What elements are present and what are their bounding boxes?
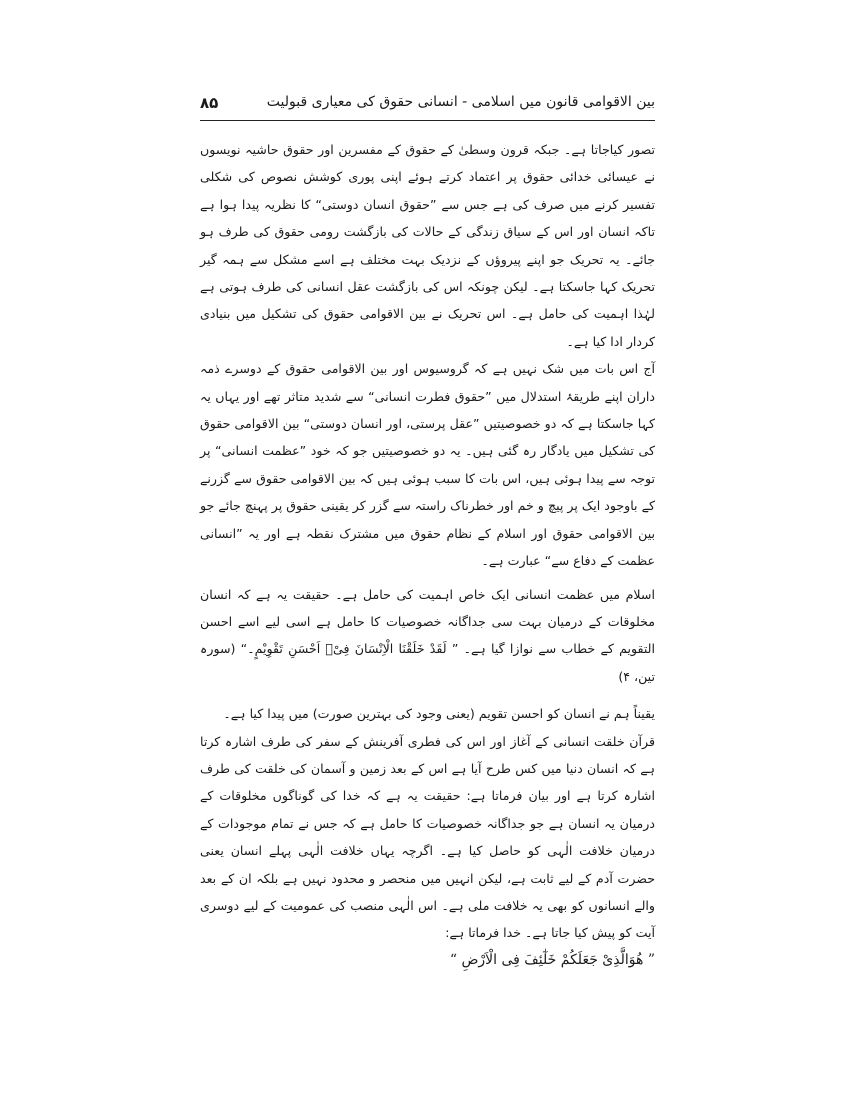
paragraph-2: آج اس بات میں شک نہیں ہے کہ گروسیوس اور بین الاقوامی حقوق کے دوسرے ذمہ داران اپنے طریقۂ استدلال میں ”حقوق فطرت انسانی“ سے شدید متاثر تھے اور یہاں یہ کہا جاسکتا ہے کہ دو خصوصیتیں ”عقل پرستی، اور انسان دوستی“ بین الاقوامی حقوق کی تشکیل میں یادگار رہ گئی ہیں۔ یہ دو خصوصیتیں جو کہ خود ”عظمت انسانی“ پر توجہ سے پیدا ہوئی ہیں، اس بات کا سبب ہوئی ہیں کہ بین الاقوامی حقوق سے گزرنے کے باوجود ایک پر پیچ و خم اور خطرناک راستہ سے گزر کر یقینی حقوق پر پہنچ جائے جو بین الاقوامی حقوق اور اسلام کے نظام حقوق میں مشترک نقطہ ہے اور یہ ”انسانی عظمت کے دفاع سے“ عبارت ہے۔ [200, 361, 655, 569]
body-text [200, 136, 655, 974]
paragraph-4: یقیناً ہم نے انسان کو احسن تقویم (یعنی وجود کی بہترین صورت) میں پیدا کیا ہے۔ [223, 706, 655, 722]
paragraph-3: اسلام میں عظمت انسانی ایک خاص اہمیت کی حامل ہے۔ حقیقت یہ ہے کہ انسان مخلوقات کے درمیان بہت سی جداگانہ خصوصیات کا حامل ہے اسی لیے اسے احسن التقویم کے خطاب سے نوازا گیا ہے۔ ” لَقَدْ خَلَقْنَا الْاِنْسَانَ فِیْۤ اَحْسَنِ تَقْوِیْمٍ۔“ (سورہ تین، ۴) [200, 586, 655, 684]
paragraph-1: تصور کیاجاتا ہے۔ جبکہ قرون وسطیٰ کے حقوق کے مفسرین اور حقوق حاشیہ نویسوں نے عیسائی خدائی حقوق پر اعتماد کرتے ہوئے اپنی پوری کوشش نصوص کی شکلی تفسیر کرنے میں صرف کی ہے جس سے ”حقوق انسان دوستی“ کا نظریہ پیدا ہوا ہے تاکہ انسان اور اس کے سیاق زندگی کے حالات کی بازگشت رومی حقوق کی طرف ہو جائے۔ یہ تحریک جو اپنے پیروؤں کے نزدیک بہت مختلف ہے اسے مشکل سے ہمہ گیر تحریک کہا جاسکتا ہے۔ لیکن چونکہ اس کی بازگشت عقل انسانی کی طرف ہوتی ہے لہٰذا اہمیت کی حامل ہے۔ اس تحریک نے بین الاقوامی حقوق کی تشکیل میں بنیادی کردار ادا کیا ہے۔ [200, 142, 655, 349]
running-title: بین الاقوامی قانون میں اسلامی - انسانی حقوق کی معیاری قبولیت [266, 94, 655, 110]
page-header [200, 92, 655, 121]
quran-verse: ” هُوَالَّذِیْ جَعَلَکُمْ خَلٰٓئِفَ فِی الْاَرْضِ “ [449, 951, 655, 968]
paragraph-5: قرآن خلقت انسانی کے آغاز اور اس کی فطری آفرینش کے سفر کی طرف اشارہ کرتا ہے کہ انسان دنیا میں کس طرح آیا ہے اس کے بعد زمین و آسمان کی خلقت کی طرف اشارہ کرتا ہے اور بیان فرماتا ہے: حقیقت یہ ہے کہ خدا کی گوناگوں مخلوقات کے درمیان یہ انسان ہے جو جداگانہ خصوصیات کا حامل ہے کہ جس نے تمام موجودات کے درمیان خلافت الٰہی کو حاصل کیا ہے۔ اگرچہ یہاں خلافت الٰہی پہلے انسان یعنی حضرت آدم کے لیے ثابت ہے، لیکن انہیں میں منحصر و محدود نہیں ہے بلکہ ان کے بعد والے انسانوں کو بھی یہ خلافت ملی ہے۔ اس الٰہی منصب کی عمومیت کے لیے دوسری آیت کو پیش کیا جاتا ہے۔ خدا فرماتا ہے: [200, 733, 655, 941]
page-number: ۸۵ [200, 94, 219, 112]
